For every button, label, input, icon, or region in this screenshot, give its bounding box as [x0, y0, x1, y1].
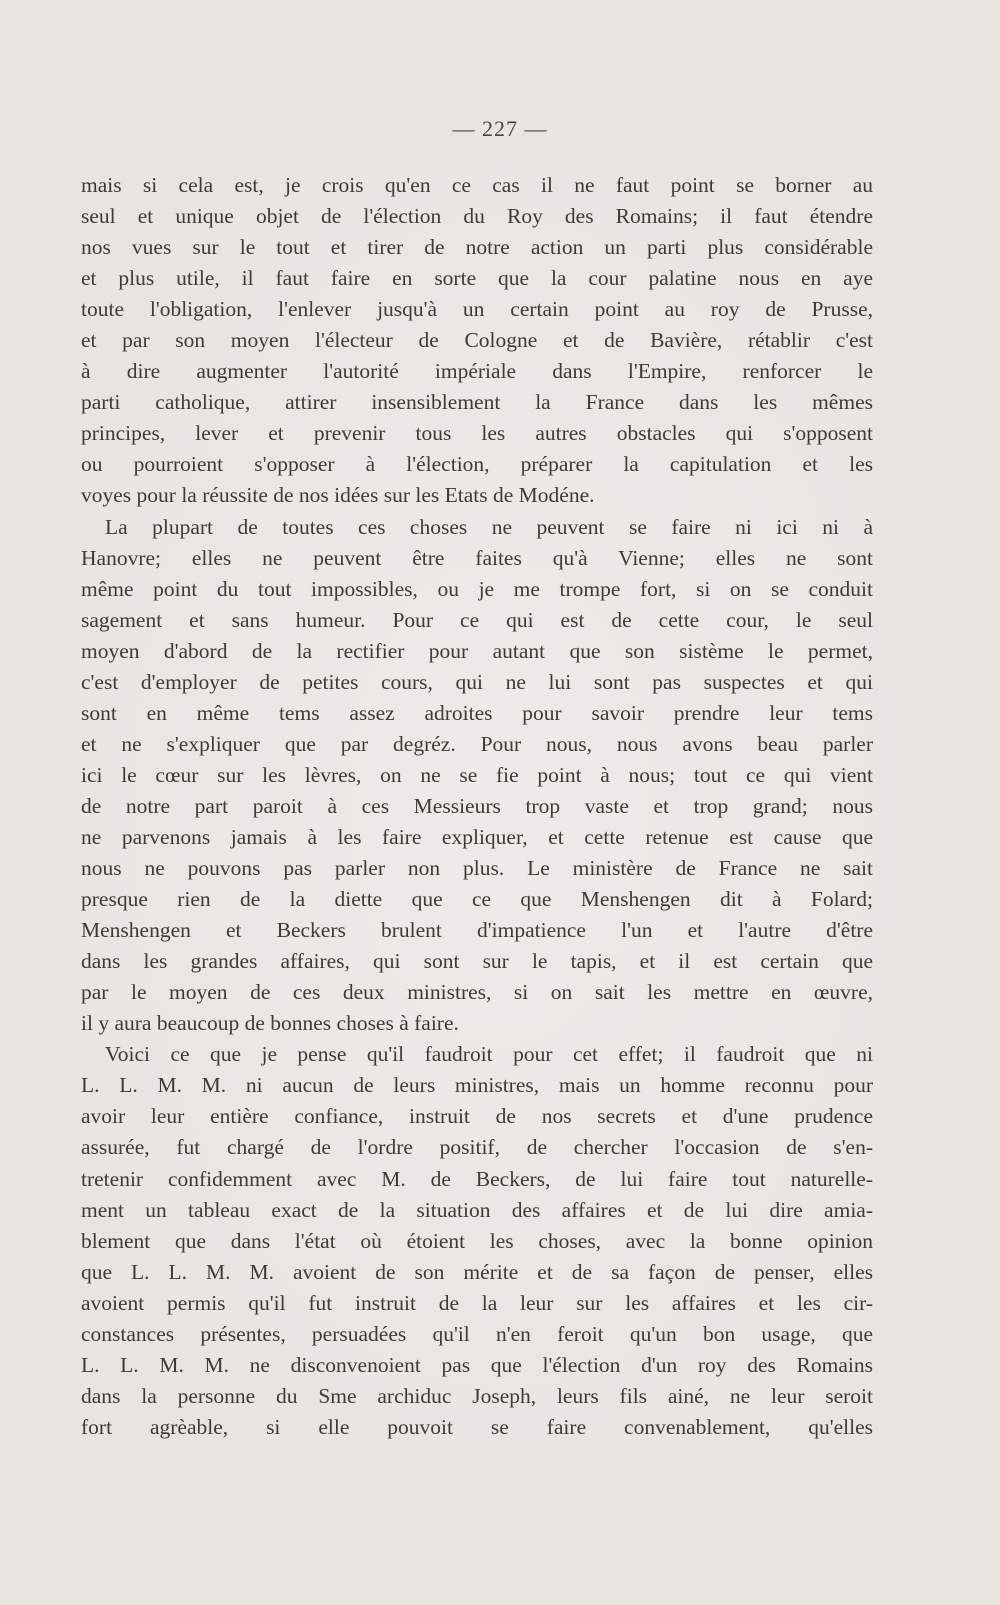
- text-line: Voici ce que je pense qu'il faudroit pour cet effet; il faudroit que ni: [105, 1042, 873, 1067]
- text-line: ici le cœur sur les lèvres, on ne se fie point à nous; tout ce qui vient: [81, 762, 873, 787]
- text-line: et ne s'expliquer que par degréz. Pour nous, nous avons beau parler: [81, 731, 873, 756]
- text-line: ment un tableau exact de la situation des affaires et de lui dire amia-: [81, 1197, 873, 1222]
- body-text: [81, 170, 873, 1443]
- text-line: avoir leur entière confiance, instruit de nos secrets et d'une prudence: [81, 1104, 873, 1129]
- text-line: ou pourroient s'opposer à l'élection, préparer la capitulation et les: [81, 452, 873, 477]
- text-line: il y aura beaucoup de bonnes choses à faire.: [81, 1011, 459, 1036]
- text-line: fort agrèable, si elle pouvoit se faire convenablement, qu'elles: [81, 1414, 873, 1439]
- text-line: blement que dans l'état où étoient les choses, avec la bonne opinion: [81, 1228, 873, 1253]
- text-line: assurée, fut chargé de l'ordre positif, de chercher l'occasion de s'en-: [81, 1135, 873, 1160]
- text-line: sagement et sans humeur. Pour ce qui est de cette cour, le seul: [81, 607, 873, 632]
- text-line: parti catholique, attirer insensiblement la France dans les mêmes: [81, 390, 873, 415]
- text-line: c'est d'employer de petites cours, qui ne lui sont pas suspectes et qui: [81, 669, 873, 694]
- paragraph-1: [81, 170, 873, 512]
- text-line: ne parvenons jamais à les faire expliquer, et cette retenue est cause que: [81, 824, 873, 849]
- text-line: toute l'obligation, l'enlever jusqu'à un certain point au roy de Prusse,: [81, 297, 873, 322]
- text-line: et par son moyen l'électeur de Cologne et de Bavière, rétablir c'est: [81, 328, 873, 353]
- text-line: nous ne pouvons pas parler non plus. Le ministère de France ne sait: [81, 856, 873, 881]
- text-line: dans la personne du Sme archiduc Joseph, leurs fils ainé, ne leur seroit: [81, 1383, 873, 1408]
- text-line: nos vues sur le tout et tirer de notre action un parti plus considérable: [81, 235, 873, 260]
- text-line: à dire augmenter l'autorité impériale dans l'Empire, renforcer le: [81, 359, 873, 384]
- text-line: que L. L. M. M. avoient de son mérite et de sa façon de penser, elles: [81, 1259, 873, 1284]
- text-line: moyen d'abord de la rectifier pour autant que son sistème le permet,: [81, 638, 873, 663]
- text-line: tretenir confidemment avec M. de Beckers, de lui faire tout naturelle-: [81, 1166, 873, 1191]
- text-line: Menshengen et Beckers brulent d'impatience l'un et l'autre d'être: [81, 918, 873, 943]
- text-line: avoient permis qu'il fut instruit de la leur sur les affaires et les cir-: [81, 1290, 873, 1315]
- text-line: presque rien de la diette que ce que Menshengen dit à Folard;: [81, 887, 873, 912]
- text-line: sont en même tems assez adroites pour savoir prendre leur tems: [81, 700, 873, 725]
- text-line: seul et unique objet de l'élection du Roy des Romains; il faut étendre: [81, 204, 873, 229]
- text-line: La plupart de toutes ces choses ne peuvent se faire ni ici ni à: [105, 514, 873, 539]
- text-line: par le moyen de ces deux ministres, si on sait les mettre en œuvre,: [81, 980, 873, 1005]
- text-line: constances présentes, persuadées qu'il n'en feroit qu'un bon usage, que: [81, 1321, 873, 1346]
- text-line: L. L. M. M. ni aucun de leurs ministres, mais un homme reconnu pour: [81, 1073, 873, 1098]
- text-line: et plus utile, il faut faire en sorte que la cour palatine nous en aye: [81, 266, 873, 291]
- paragraph-2: [81, 512, 873, 1040]
- paragraph-3: [81, 1039, 873, 1443]
- text-line: voyes pour la réussite de nos idées sur les Etats de Modéne.: [81, 483, 595, 508]
- text-line: L. L. M. M. ne disconvenoient pas que l'élection d'un roy des Romains: [81, 1352, 873, 1377]
- text-line: même point du tout impossibles, ou je me trompe fort, si on se conduit: [81, 576, 873, 601]
- text-line: de notre part paroit à ces Messieurs trop vaste et trop grand; nous: [81, 793, 873, 818]
- text-line: Hanovre; elles ne peuvent être faites qu'à Vienne; elles ne sont: [81, 545, 873, 570]
- text-line: mais si cela est, je crois qu'en ce cas il ne faut point se borner au: [81, 173, 873, 197]
- text-line: dans les grandes affaires, qui sont sur le tapis, et il est certain que: [81, 949, 873, 974]
- page-number: — 227 —: [452, 116, 548, 141]
- text-line: principes, lever et prevenir tous les autres obstacles qui s'opposent: [81, 421, 873, 446]
